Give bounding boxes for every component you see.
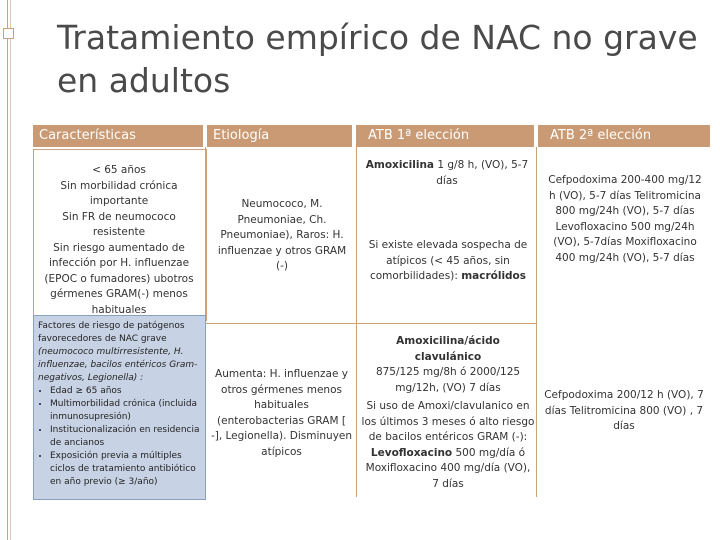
risk-subtitle: (neumococo multirresistente, H. influenzae, bacilos entéricos Gram-negativos, Legionella) :: [38, 347, 198, 383]
decor-square: [3, 28, 14, 39]
caract-line: Sin morbilidad crónica importante: [60, 179, 178, 207]
header-etiologia: Etiología: [207, 125, 352, 147]
risk-item: • Multimorbilidad crónica (incluida inmunosupresión): [50, 398, 201, 424]
risk-item: • Exposición previa a múltiples ciclos de tratamiento antibiótico en año previo (≥ 3/año): [50, 450, 201, 489]
row2-atb2: Cefpodoxima 200/12 h (VO), 7 días Telitromicina 800 (VO) , 7 días: [544, 389, 704, 432]
row1-atb2: Cefpodoxima 200-400 mg/12 h (VO), 5-7 días Telitromicina 800 mg/24h (VO), 5-7 días Levofloxacino 500 mg/24h (VO), 5-7días Moxifloxacino 400 mg/24h (VO), 5-7 días: [548, 174, 702, 264]
row2-atb1-main: [363, 334, 533, 396]
row1-etiologia: Neumococo, M. Pneumoniae, Ch. Pneumoniae), Raros: H. influenzae y otros GRAM (-): [217, 198, 347, 272]
atb1-dose: 1 g/8 h, (VO), 5-7 días: [434, 159, 529, 187]
atb1-alt-text: Si uso de Amoxi/clavulanico en los últimos 3 meses ó alto riesgo de bacilos entéricos GRAM (-):: [361, 400, 535, 443]
atb1-drug: Amoxicilina/ácido clavulánico: [396, 335, 500, 363]
header-atb2: ATB 2ª elección: [538, 125, 710, 147]
caract-line: Sin FR de neumococo resistente: [62, 210, 176, 238]
row1-atb1-main: [360, 158, 534, 189]
row2-etiologia: Aumenta: H. influenzae y otros gérmenes menos habituales (enterobacterias GRAM [ -], Legionella). Disminuyen atípicos: [210, 368, 353, 458]
risk-item: • Institucionalización en residencia de ancianos: [50, 424, 201, 450]
decor-line-1: [7, 0, 8, 540]
risk-title: Factores de riesgo de patógenos favorecedores de NAC grave: [38, 321, 185, 344]
header-caracteristicas: Características: [33, 125, 203, 147]
atb1-alt-text: Si existe elevada sospecha de atípicos (< 45 años, sin comorbilidades):: [368, 239, 528, 282]
atb1-alt-text-post: 500 mg/día ó Moxifloxacino 400 mg/día (VO), 7 días: [365, 446, 531, 490]
caract-line: < 65 años: [92, 164, 146, 176]
divider-row: [205, 323, 536, 324]
divider-col3: [536, 147, 537, 497]
row2-atb1-alt: [361, 399, 535, 492]
risk-list: [38, 385, 201, 489]
atb1-alt-drug: Levofloxacino: [370, 446, 453, 459]
risk-item: • Edad ≥ 65 años: [50, 385, 201, 398]
row1-atb1-alt: [363, 238, 533, 285]
atb1-alt-drug: macrólidos: [461, 270, 527, 282]
caract-line: Sin riesgo aumentado de infección por H. influenzae (EPOC o fumadores) ubotros gérmenes GRAM(-) menos habituales: [44, 241, 194, 316]
header-atb1: ATB 1ª elección: [356, 125, 534, 147]
atb1-dose: 875/125 mg/8h ó 2000/125 mg/12h, (VO) 7 días: [375, 366, 521, 394]
divider-col2: [356, 147, 357, 497]
decor-line-2: [10, 0, 11, 540]
slide-title: Tratamiento empírico de NAC no grave en adultos: [57, 18, 698, 100]
risk-factors-box: [33, 315, 206, 500]
atb1-drug: Amoxicilina: [365, 159, 435, 171]
row1-caracteristicas: [37, 163, 201, 318]
